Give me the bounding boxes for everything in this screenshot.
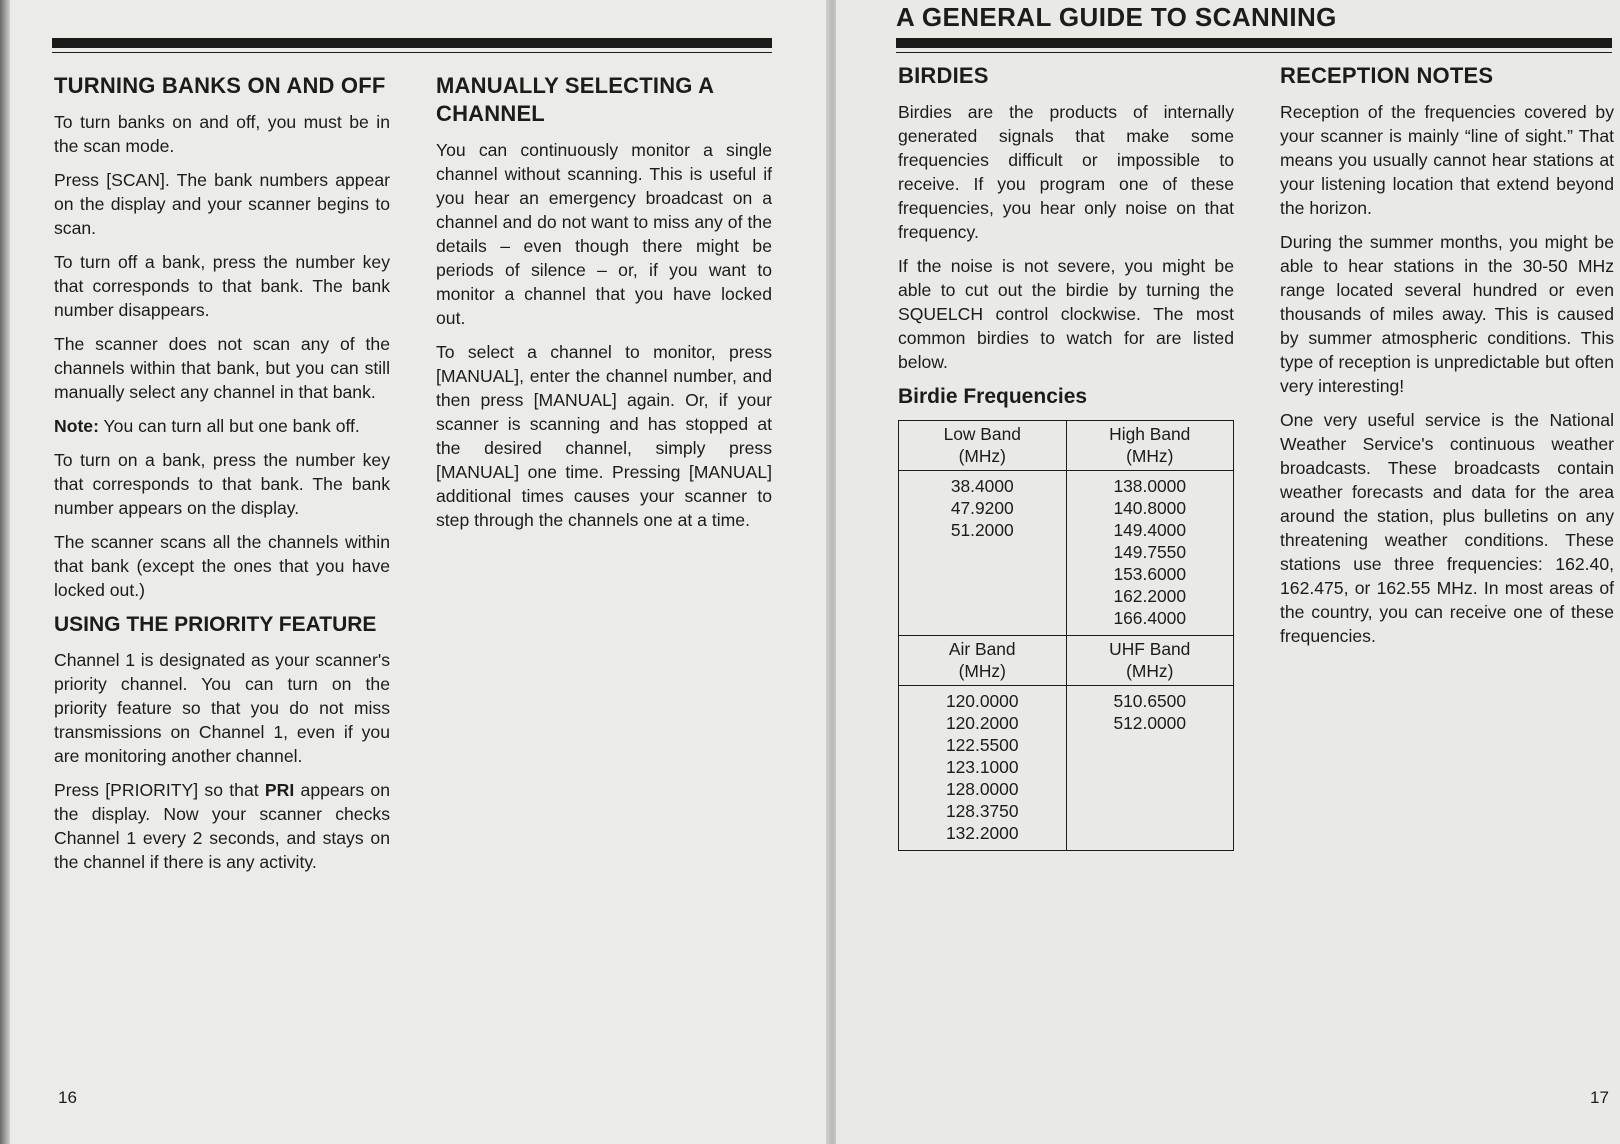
heading-reception-notes: RECEPTION NOTES: [1280, 63, 1494, 88]
paragraph: Press [SCAN]. The bank numbers appear on the display and your scanner begins to scan.: [54, 170, 390, 238]
paragraph: Birdies are the products of internally generated signals that make some frequencies difficult or impossible to receive. If you program one of these frequencies, you hear only noise on that frequency.: [898, 102, 1234, 242]
header-low-band: Low Band (MHz): [899, 421, 1067, 471]
birdies-column: [898, 62, 1234, 851]
uhf-band-values: 510.6500 512.0000: [1066, 686, 1234, 851]
page-title: A GENERAL GUIDE TO SCANNING: [896, 2, 1337, 32]
paragraph: You can continuously monitor a single channel without scanning. This is useful if you hear an emergency broadcast on a channel and do not want to miss any of the details – even though there might be periods of silence – or, if you want to monitor a channel that you have locked out.: [436, 140, 772, 328]
heading-manually-selecting: MANUALLY SELECTING A CHANNEL: [436, 73, 714, 126]
page-number-left: 16: [58, 1088, 77, 1107]
page-number-right: 17: [1590, 1088, 1609, 1107]
table-row: [899, 471, 1234, 636]
reception-notes-column: [1280, 62, 1614, 658]
paragraph: To turn banks on and off, you must be in the scan mode.: [54, 112, 390, 156]
air-band-values: 120.0000 120.2000 122.5500 123.1000 128.0000 128.3750 132.2000: [899, 686, 1067, 851]
paragraph: [54, 778, 390, 874]
high-band-values: 138.0000 140.8000 149.4000 149.7550 153.6000 162.2000 166.4000: [1066, 471, 1234, 636]
paragraph: One very useful service is the National Weather Service's continuous weather broadcasts. These broadcasts contain weather forecasts and data for the area around the station, plus bulletins on any threatening weather conditions. These stations use three frequencies: 162.40, 162.475, or 162.55 MHz. In most areas of the country, you can receive one of these frequencies.: [1280, 410, 1614, 646]
table-header-row: [899, 421, 1234, 471]
left-column-2: [436, 72, 772, 542]
left-column-1: [54, 72, 390, 884]
paragraph-part: Press [PRIORITY] so that: [54, 780, 265, 800]
paragraph: If the noise is not severe, you might be able to cut out the birdie by turning the SQUELCH control clockwise. The most common birdies to watch for are listed below.: [898, 256, 1234, 372]
note: [54, 414, 390, 438]
table-header-row: [899, 636, 1234, 686]
paragraph: Channel 1 is designated as your scanner's priority channel. You can turn on the priority feature so that you do not miss transmissions on Channel 1, even if you are monitoring another channel.: [54, 650, 390, 766]
paragraph: The scanner scans all the channels within that bank (except the ones that you have locked out.): [54, 532, 390, 600]
paragraph: To turn off a bank, press the number key that corresponds to that bank. The bank number disappears.: [54, 252, 390, 320]
header-uhf-band: UHF Band (MHz): [1066, 636, 1234, 686]
note-text: You can turn all but one bank off.: [98, 416, 360, 436]
heading-priority-feature: USING THE PRIORITY FEATURE: [54, 613, 377, 636]
paragraph: To turn on a bank, press the number key that corresponds to that bank. The bank number appears on the display.: [54, 450, 390, 518]
low-band-values: 38.4000 47.9200 51.2000: [899, 471, 1067, 636]
heading-birdies: BIRDIES: [898, 63, 989, 88]
table-row: [899, 686, 1234, 851]
header-air-band: Air Band (MHz): [899, 636, 1067, 686]
paragraph: During the summer months, you might be able to hear stations in the 30-50 MHz range located several hundred or even thousands of miles away. This is caused by summer atmospheric conditions. This type of reception is unpredictable but often very interesting!: [1280, 232, 1614, 396]
note-label: Note:: [54, 416, 99, 436]
birdie-frequencies-table: [898, 420, 1234, 851]
page-edge-shadow: [0, 0, 10, 1144]
paragraph: The scanner does not scan any of the channels within that bank, but you can still manually select any channel in that bank.: [54, 334, 390, 402]
header-high-band: High Band (MHz): [1066, 421, 1234, 471]
left-page-header-rule: [52, 38, 772, 48]
heading-turning-banks: TURNING BANKS ON AND OFF: [54, 73, 386, 98]
heading-birdie-frequencies: Birdie Frequencies: [898, 385, 1088, 408]
right-page-header-rule: [896, 38, 1612, 48]
paragraph: To select a channel to monitor, press [MANUAL], enter the channel number, and then press [MANUAL] again. Or, if your scanner is scanning and has stopped at the desired channel, simply press [MANUAL] one time. Pressing [MANUAL] additional times causes your scanner to step through the channels one at a time.: [436, 342, 772, 530]
paragraph-part: appears on the display. Now your scanner checks Channel 1 every 2 seconds, and stays on the channel if there is any activity.: [54, 780, 390, 872]
pri-indicator: PRI: [264, 780, 295, 800]
paragraph: Reception of the frequencies covered by your scanner is mainly “line of sight.” That means you usually cannot hear stations at your listening location that extend beyond the horizon.: [1280, 102, 1614, 218]
